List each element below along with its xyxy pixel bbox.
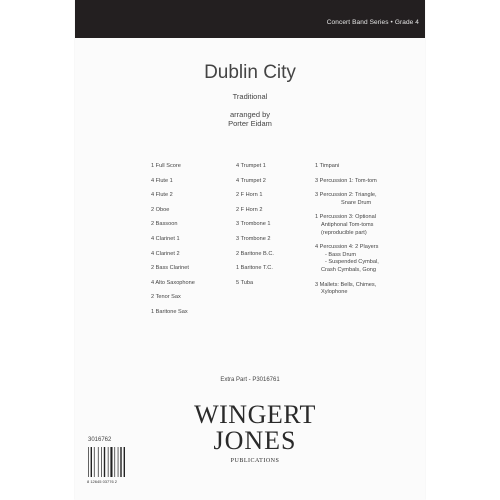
instrument-item: 2 Tenor Sax xyxy=(151,294,181,301)
instrument-item: 4 Trumpet 1 xyxy=(236,163,266,169)
instrument-item: 1 Baritone T.C. xyxy=(236,265,273,272)
barcode-bar xyxy=(88,447,89,477)
instrument-item: 2 Oboe xyxy=(151,206,170,213)
extra-part-label: Extra Part - P3016761 xyxy=(220,377,280,383)
catalog-number: 3016762 xyxy=(88,437,112,443)
barcode-digits: 8 12645 03776 2 xyxy=(87,479,118,484)
barcode-bar xyxy=(101,447,102,477)
composer-credit: Traditional xyxy=(232,92,268,101)
barcode-bar xyxy=(110,447,112,477)
barcode-bar xyxy=(91,447,92,477)
instrument-item: 2 Baritone B.C. xyxy=(236,250,274,257)
instrument-line: 1 Timpani xyxy=(315,163,340,169)
barcode-bar xyxy=(104,447,105,477)
instrument-line: 1 Percussion 3: Optional xyxy=(315,214,376,221)
barcode-bar xyxy=(120,447,121,477)
page-title: Dublin City xyxy=(204,62,296,83)
barcode-bar xyxy=(94,447,95,477)
instrument-item xyxy=(315,244,425,274)
barcode-bar xyxy=(114,447,115,477)
instrument-line: - Bass Drum xyxy=(325,251,357,258)
arranger-name: Porter Eidam xyxy=(228,119,272,128)
instrument-line: Snare Drum xyxy=(341,199,372,206)
instrument-item: 1 Full Score xyxy=(151,163,181,169)
barcode-bar xyxy=(124,447,125,477)
instrumentation-column-1 xyxy=(151,163,195,324)
instrument-item: 5 Tuba xyxy=(236,279,254,286)
instrument-item xyxy=(315,192,425,207)
arranger-label: arranged by xyxy=(229,110,271,119)
series-label: Concert Band Series • Grade 4 xyxy=(326,19,419,26)
publisher-line3: PUBLICATIONS xyxy=(230,458,280,464)
instrument-item: 2 Bassoon xyxy=(151,221,178,228)
instrumentation-column-2 xyxy=(236,163,274,294)
publisher-line2: JONES xyxy=(213,426,297,455)
instrument-item xyxy=(315,282,425,297)
instrument-line: 3 Percussion 1: Tom-tom xyxy=(315,177,377,184)
barcode-bar xyxy=(108,447,109,477)
instrument-item: 3 Trombone 1 xyxy=(236,221,271,228)
instrument-item xyxy=(315,178,425,186)
instrument-line: Crash Cymbals, Gong xyxy=(321,266,377,273)
publisher-logo xyxy=(170,396,340,466)
instrument-line: 3 Percussion 2: Triangle, xyxy=(315,192,377,199)
instrumentation-column-3 xyxy=(315,163,425,304)
instrument-line: - Suspended Cymbal, xyxy=(325,259,379,266)
instrument-item: 2 Bass Clarinet xyxy=(151,265,189,272)
barcode-bar xyxy=(98,447,99,477)
instrument-line: 4 Percussion 4: 2 Players xyxy=(315,244,379,251)
instrument-item: 4 Clarinet 1 xyxy=(151,235,180,242)
instrument-line: Antiphonal Tom-toms xyxy=(321,221,374,228)
publisher-line1: WINGERT xyxy=(194,400,316,429)
instrument-item: 4 Flute 1 xyxy=(151,177,173,184)
instrument-item xyxy=(315,214,425,237)
instrument-item: 4 Alto Saxophone xyxy=(151,279,195,286)
header-bar xyxy=(75,0,425,38)
score-cover xyxy=(75,0,425,500)
instrument-item: 2 F Horn 1 xyxy=(236,192,263,199)
instrument-line: (reproducible part) xyxy=(321,229,367,236)
instrument-item: 4 Flute 2 xyxy=(151,192,173,199)
barcode-bar xyxy=(118,447,119,477)
instrument-item xyxy=(315,163,425,171)
instrument-item: 4 Clarinet 2 xyxy=(151,250,180,257)
instrument-item: 1 Baritone Sax xyxy=(151,308,188,315)
instrument-item: 4 Trumpet 2 xyxy=(236,177,266,184)
instrument-line: Xylophone xyxy=(321,289,348,296)
instrument-item: 3 Trombone 2 xyxy=(236,235,271,242)
instrument-item: 2 F Horn 2 xyxy=(236,206,263,213)
instrument-line: 3 Mallets: Bells, Chimes, xyxy=(315,281,377,288)
